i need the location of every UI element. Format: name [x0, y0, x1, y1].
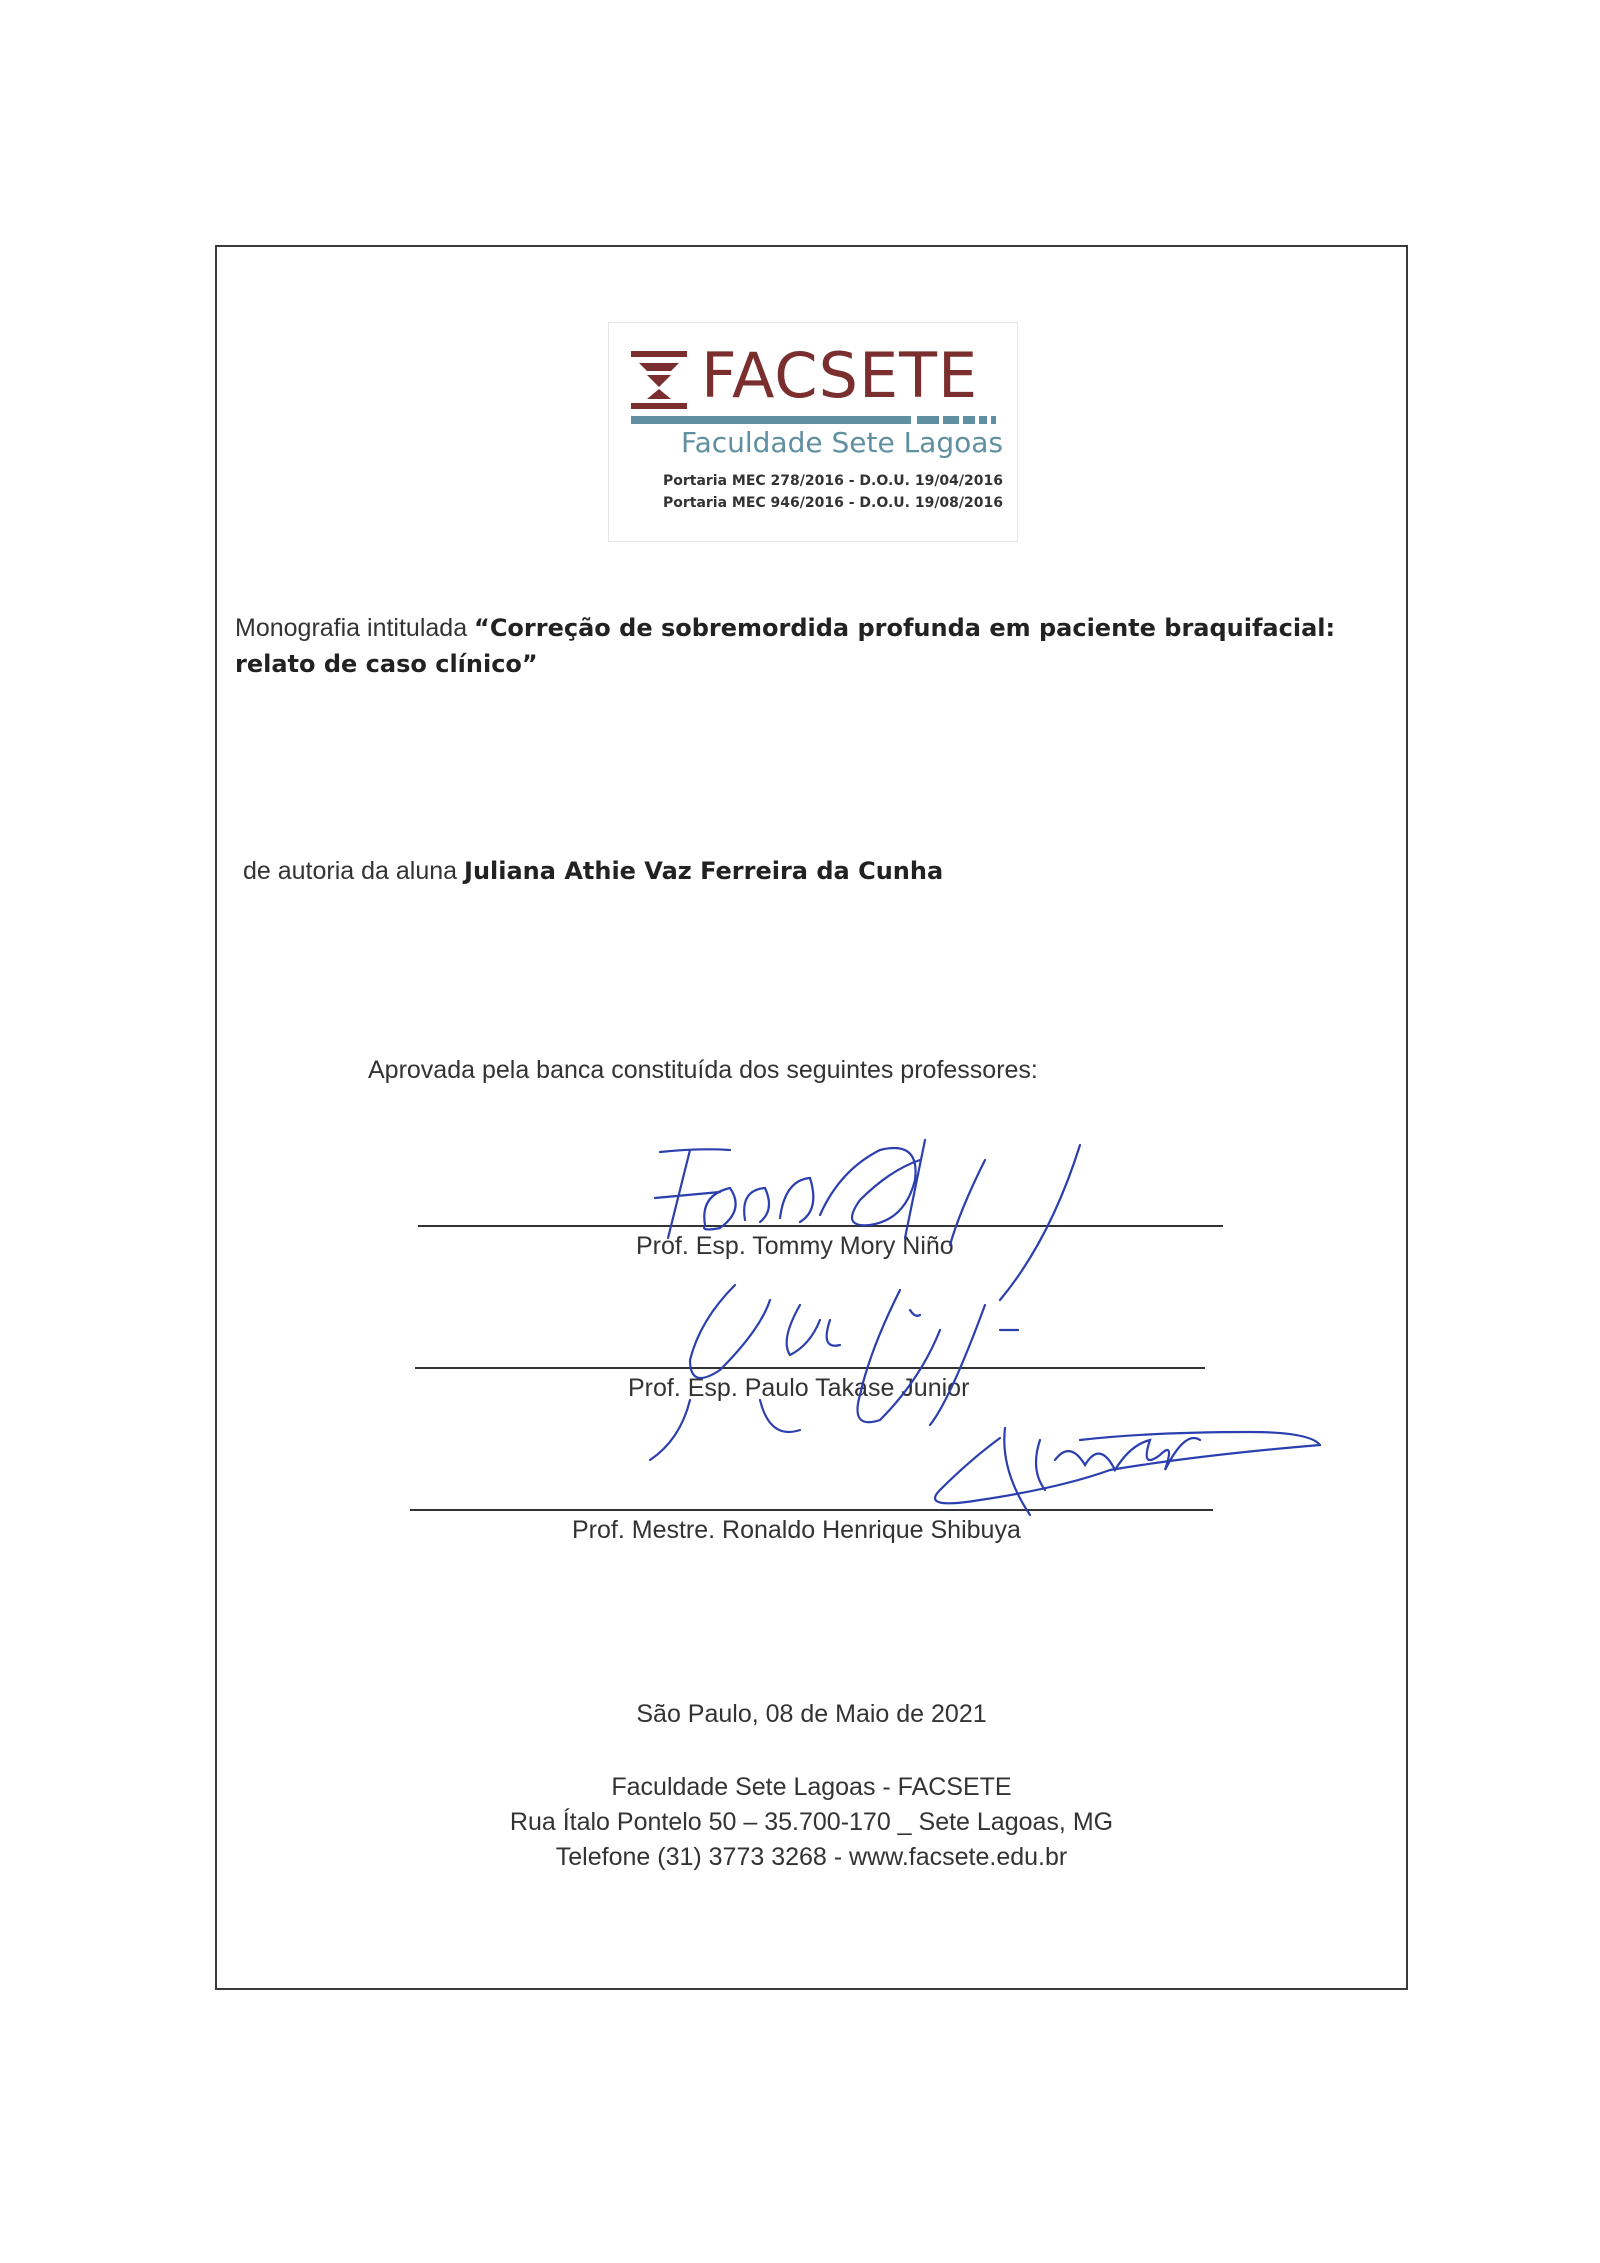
monograph-title: “Correção de sobremordida profunda em paciente braquifacial: relato de caso clínico” [235, 614, 1336, 679]
author-prefix: de autoria da aluna [243, 857, 458, 885]
logo-portaria-1: Portaria MEC 278/2016 - D.O.U. 19/04/2016 [662, 473, 1003, 489]
author-name: Juliana Athie Vaz Ferreira da Cunha [464, 857, 944, 885]
author-statement [243, 853, 943, 889]
footer-contact: Telefone (31) 3773 3268 - www.facsete.edu.br [555, 1843, 1068, 1871]
monograph-prefix: Monografia intitulada [235, 614, 468, 642]
signature-line-2 [415, 1367, 1205, 1369]
logo-name: FACSETE [701, 339, 979, 412]
logo-bar [631, 416, 1001, 426]
signature-line-1 [418, 1225, 1223, 1227]
footer-address: Rua Ítalo Pontelo 50 – 35.700-170 _ Sete Lagoas, MG [509, 1808, 1114, 1836]
professor-1: Prof. Esp. Tommy Mory Niño [636, 1232, 954, 1260]
approval-statement: Aprovada pela banca constituída dos seguintes professores: [368, 1056, 1038, 1084]
monograph-statement [235, 610, 1395, 683]
facsete-emblem-icon [631, 351, 693, 411]
signature-line-3 [410, 1509, 1213, 1511]
facsete-logo [608, 322, 1018, 542]
footer-institution: Faculdade Sete Lagoas - FACSETE [611, 1773, 1012, 1801]
professor-2: Prof. Esp. Paulo Takase Junior [628, 1374, 970, 1402]
date-line: São Paulo, 08 de Maio de 2021 [636, 1700, 987, 1728]
professor-3: Prof. Mestre. Ronaldo Henrique Shibuya [572, 1516, 1021, 1544]
logo-portaria-2: Portaria MEC 946/2016 - D.O.U. 19/08/2016 [662, 495, 1003, 511]
logo-subtitle: Faculdade Sete Lagoas [681, 426, 1003, 459]
